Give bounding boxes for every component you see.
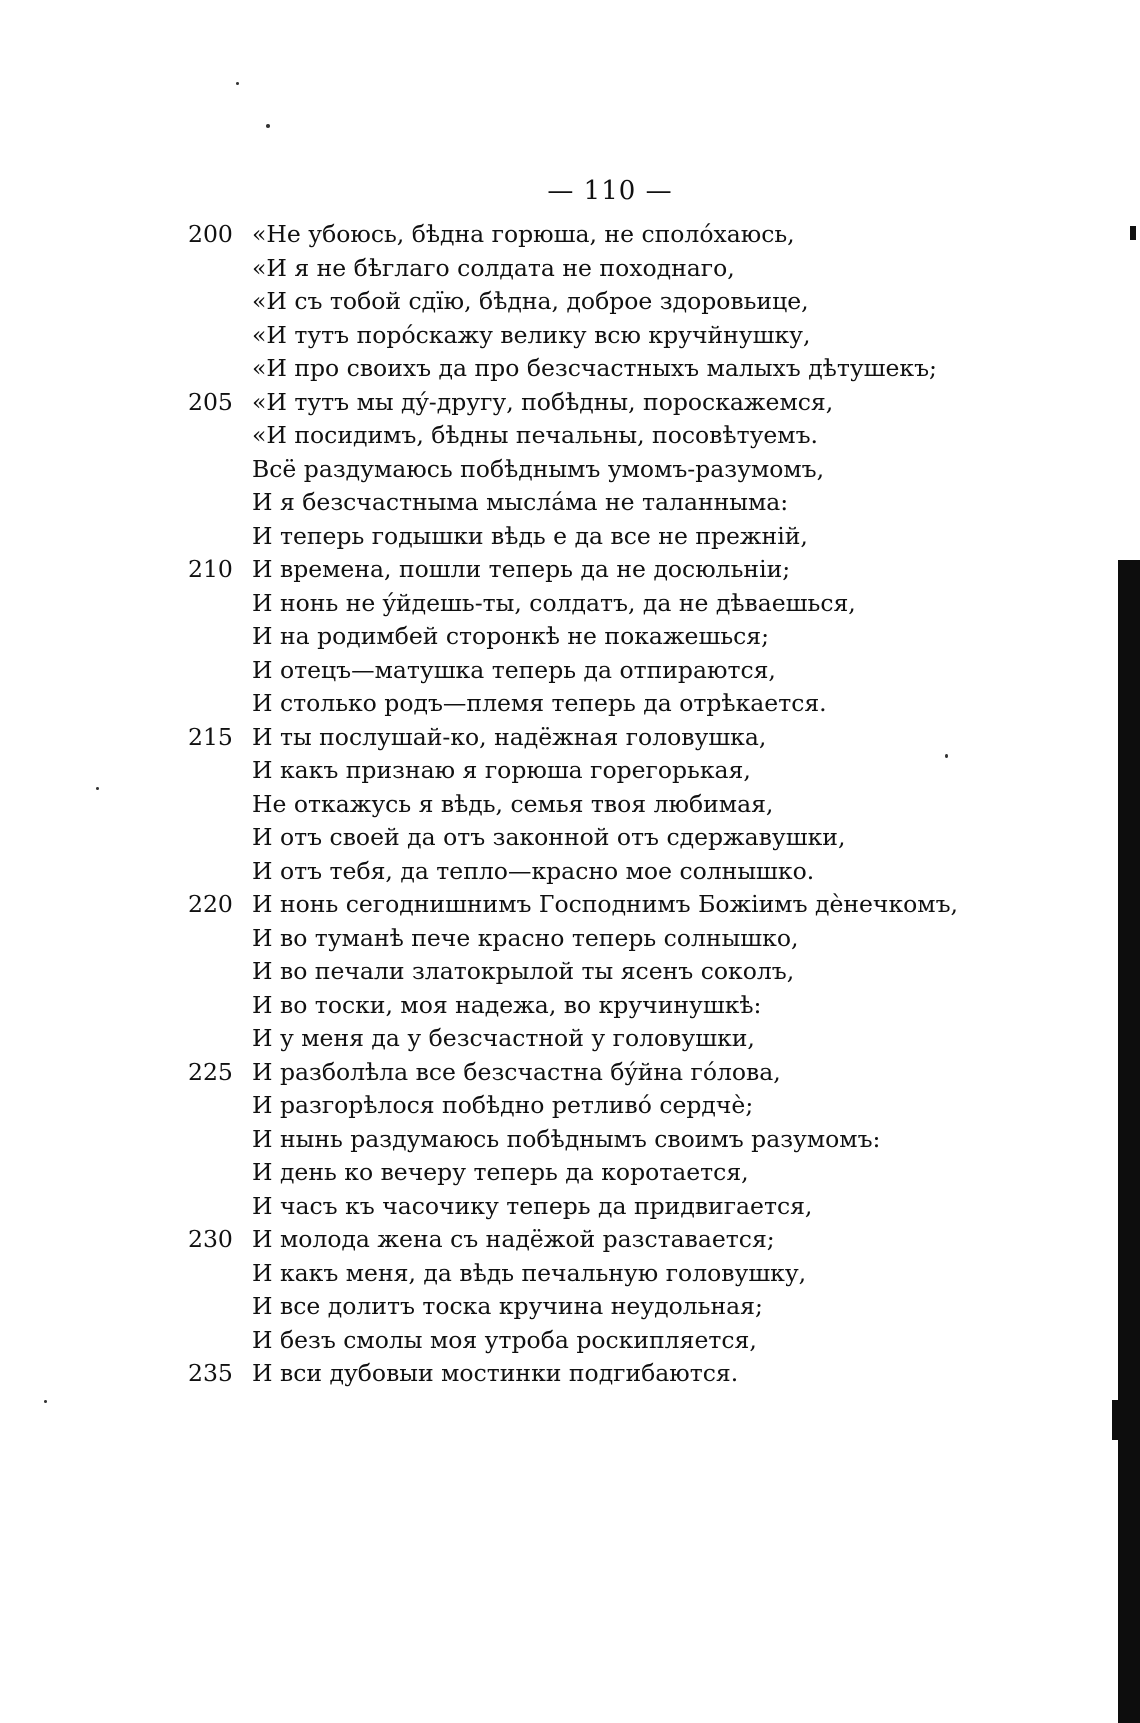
verse-number: 210 — [188, 555, 233, 583]
verse-text: «И съ тобой сдїю, бѣдна, доброе здоровьице, — [252, 287, 809, 315]
verse-text: «Не убоюсь, бѣдна горюша, не сполóхаюсь, — [252, 220, 795, 248]
scan-speck — [96, 787, 99, 790]
verse-text: И ты послушай-ко, надёжная головушка, — [252, 722, 767, 751]
scan-edge-bar — [1118, 560, 1140, 1723]
verse-text: И отъ своей да отъ законной отъ сдержавушки, — [252, 823, 846, 851]
verse-text: И во туманѣ пече красно теперь солнышко, — [252, 923, 799, 952]
verse-text: И какъ признаю я горюша горегорькая, — [252, 756, 751, 784]
scan-edge-notch — [1112, 1400, 1120, 1440]
verse-text: И отъ тебя, да тепло—красно мое солнышко. — [252, 856, 815, 885]
verse-text: И разболѣла все безсчастна бýйна гóлова, — [252, 1057, 781, 1086]
scan-speck — [236, 82, 239, 85]
verse-number: 230 — [188, 1225, 233, 1253]
verse-text: И молода жена съ надёжой разставается; — [252, 1225, 775, 1253]
verse-text: И времена, пошли теперь да не досюльнiи; — [252, 555, 791, 583]
verse-text: И отецъ—матушка теперь да отпираются, — [252, 655, 776, 684]
verse-text: И безъ смолы моя утроба роскипляется, — [252, 1325, 757, 1354]
verse-text: И на родимбей сторонкѣ не покажешься; — [252, 622, 770, 650]
verse-text: И нынь раздумаюсь побѣднымъ своимъ разумомъ: — [252, 1124, 881, 1153]
verse-text: Всё раздумаюсь побѣднымъ умомъ-разумомъ, — [252, 454, 825, 483]
verse-text: «И про своихъ да про безсчастныхъ малыхъ дѣтушекъ; — [252, 354, 937, 382]
scan-speck — [266, 124, 270, 128]
verse-text: И день ко вечеру теперь да коротается, — [252, 1158, 749, 1186]
verse-text: И разгорѣлося побѣдно ретливó сердчѐ; — [252, 1091, 754, 1119]
verse-text: И я безсчастныма мыслáма не таланныма: — [252, 488, 789, 516]
verse-text: «И посидимъ, бѣдны печальны, посовѣтуемъ. — [252, 421, 819, 449]
verse-text: И у меня да у безсчастной у головушки, — [252, 1024, 755, 1052]
verse-text: «И тутъ порóскажу велику всю кручйнушку, — [252, 320, 811, 349]
verse-number: 225 — [188, 1057, 233, 1086]
verse-number: 205 — [188, 387, 233, 416]
verse-text: И нонь не ýйдешь-ты, солдатъ, да не дѣваешься, — [252, 588, 856, 617]
verse-number: 220 — [188, 890, 233, 918]
page-number: — 110 — — [547, 176, 673, 206]
verse-text: И вси дубовыи мостинки подгибаются. — [252, 1359, 739, 1387]
scan-speck — [945, 754, 948, 758]
verse-text: «И я не бѣглаго солдата не походнаго, — [252, 253, 735, 282]
verse-text: И во печали златокрылой ты ясенъ соколъ, — [252, 957, 795, 985]
verse-text: И нонь сегоднишнимъ Господнимъ Божiимъ дѐнечкомъ, — [252, 890, 959, 918]
verse-text: И столько родъ—племя теперь да отрѣкается. — [252, 689, 827, 717]
verse-text: И теперь годышки вѣдь е да все не прежнiй, — [252, 521, 808, 550]
verse-number: 215 — [188, 722, 233, 751]
verse-text: «И тутъ мы дý-другу, побѣдны, пороскажемся, — [252, 387, 834, 416]
verse-text: И во тоски, моя надежа, во кручинушкѣ: — [252, 990, 762, 1019]
scan-speck — [44, 1400, 47, 1403]
verse-text: И все долитъ тоска кручина неудольная; — [252, 1292, 763, 1320]
verse-number: 200 — [188, 220, 233, 248]
verse-number: 235 — [188, 1359, 233, 1387]
verse-text: И какъ меня, да вѣдь печальную головушку, — [252, 1258, 807, 1287]
verse-text: Не откажусь я вѣдь, семья твоя любимая, — [252, 789, 774, 818]
scan-edge-mark — [1130, 226, 1136, 240]
verse-text: И часъ къ часочику теперь да придвигается, — [252, 1191, 813, 1220]
